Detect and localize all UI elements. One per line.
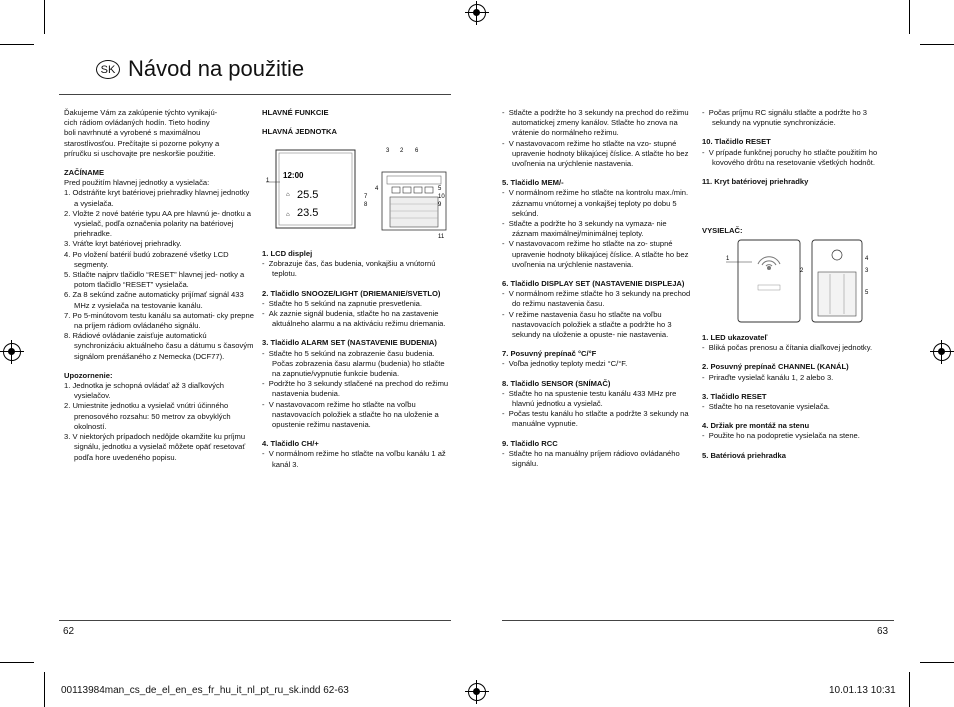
registration-mark-icon — [933, 343, 951, 361]
section-heading: 3. Tlačidlo ALARM SET (NASTAVENIE BUDENIA) — [262, 338, 437, 348]
intro-line: boli navrhnuté a vyrobené s maximálnou — [64, 128, 201, 138]
callout-4: 4 — [375, 186, 379, 192]
callout-7: 7 — [364, 194, 368, 200]
intro-line: starostlivosťou. Prečítajte si pozorne pokyny a — [64, 138, 220, 148]
numbered-item: 2. Vložte 2 nové batérie typu AA pre hlavnú je- dnotku a vysielač, podľa označenia polarity na batériovej priehradke. — [64, 208, 252, 239]
language-badge: SK — [96, 60, 120, 79]
bullet-item: - Voľba jednotky teploty medzi °C/°F. — [502, 359, 628, 369]
crop-mark — [0, 662, 34, 663]
tx-callout-2: 2 — [800, 268, 804, 274]
bullet-item: - V nastavovacom režime ho stlačte na vzo- stupné upravenie hodnoty blikajúcej číslice. A stlačte ho bez uvoľnenia na urýchlenie nastavenia. — [502, 138, 689, 169]
column-intro — [64, 108, 254, 463]
crop-mark — [0, 44, 34, 45]
bullet-item: - Stlačte ho na manuálny príjem rádiovo ovládaného signálu. — [502, 448, 680, 469]
section-heading: 5. Batériová priehradka — [702, 450, 786, 460]
footer-filename: 00113984man_cs_de_el_en_es_fr_hu_it_nl_pt_ru_sk.indd 62-63 — [61, 685, 349, 696]
lcd-temp1: 25.5 — [297, 189, 319, 201]
bullet-item: - Počas príjmu RC signálu stlačte a podržte ho 3 sekundy na vypnutie synchronizácie. — [702, 108, 868, 128]
column-transmitter — [702, 108, 892, 196]
crop-mark — [920, 662, 954, 663]
tx-callout-5: 5 — [865, 290, 869, 296]
transmitter-diagram — [720, 238, 890, 326]
section-heading: 1. LED ukazovateľ — [702, 333, 768, 342]
numbered-item: 6. Za 8 sekúnd začne automaticky prijímať signál 433 MHz z vysielača na testovanie kanálu. — [64, 290, 244, 310]
bullet-item: - Bliká počas prenosu a čítania diaľkovej jednotky. — [702, 343, 873, 353]
main-unit-diagram — [262, 144, 452, 244]
footer-rule-right — [502, 620, 894, 621]
page-number-right: 63 — [877, 626, 889, 637]
numbered-item: 4. Po vložení batérií budú zobrazené všetky LCD segmenty. — [64, 249, 229, 269]
intro-line: cich rádiom ovládaných hodín. Tieto hodiny — [64, 118, 210, 128]
page-number-left: 62 — [63, 626, 75, 637]
bullet-item: - Stlačte a podržte ho 3 sekundy na prechod do režimu automatickej zmeny kanálov. Stlačte ho znova na vrátenie do normálneho režimu. — [502, 108, 689, 138]
callout-9: 9 — [438, 202, 442, 208]
section-heading: 10. Tlačidlo RESET — [702, 137, 771, 147]
section-heading: 4. Držiak pre montáž na stenu — [702, 421, 810, 431]
numbered-item: 7. Po 5-minútovom testu kanálu sa automati- cky prepne na príjem rádiom ovládaného signálu. — [64, 310, 254, 331]
section-heading: 1. LCD displej — [262, 249, 313, 258]
tx-callout-3: 3 — [865, 268, 869, 274]
callout-1: 1 — [266, 178, 270, 184]
footer-date: 10.01.13 10:31 — [829, 685, 896, 696]
callout-5: 5 — [438, 186, 442, 192]
heading-main-functions: HLAVNÉ FUNKCIE — [262, 108, 329, 117]
bullet-item: - V normálnom režime stlačte ho 3 sekundy na prechod do režimu nastavenia času. — [502, 289, 691, 309]
section-heading: 4. Tlačidlo CH/+ — [262, 439, 319, 449]
bullet-item: - V normálnom režime ho stlačte na voľbu kanálu 1 až kanál 3. — [262, 449, 446, 469]
numbered-item: 5. Stlačte najprv tlačidlo “RESET” hlavnej jed- notky a potom tlačidlo “RESET” vysielača. — [64, 270, 245, 290]
numbered-item: 8. Rádiové ovládanie zaisťuje automatickú synchronizáciu aktuálneho času a dátumu s časovým signálom prenášaného z Nemecka (DCF77). — [64, 331, 254, 361]
heading-transmitter: VYSIELAČ: — [702, 226, 743, 235]
page-title — [96, 56, 304, 82]
lcd-time: 12:00 — [283, 171, 304, 180]
crop-mark — [909, 0, 910, 34]
crop-mark — [920, 44, 954, 45]
callout-10: 10 — [438, 194, 445, 200]
section-heading: 11. Kryt batériovej priehradky — [702, 177, 809, 187]
crop-mark — [44, 0, 45, 34]
numbered-item: 1. Jednotka je schopná ovládať až 3 diaľkových vysielačov. — [64, 381, 224, 401]
tx-callout-4: 4 — [865, 256, 869, 262]
bullet-item: - V normálnom režime ho stlačte na kontrolu max./min. záznamu vnútornej a vonkajšej teploty po dobu 5 sekúnd. — [502, 188, 689, 218]
section-heading: 9. Tlačidlo RCC — [502, 438, 558, 448]
callout-6: 6 — [415, 148, 419, 154]
header-rule — [59, 94, 451, 95]
bullet-item: - V nastavovacom režime ho stlačte na voľbu nastavovacích položiek a stlačte ho na uloženie a opustenie režimu nastavenia. — [262, 399, 439, 430]
section-heading: 2. Posuvný prepínač CHANNEL (KANÁL) — [702, 362, 849, 372]
section-heading: 6. Tlačidlo DISPLAY SET (NASTAVENIE DISPLEJA) — [502, 279, 685, 289]
crop-mark — [44, 672, 45, 707]
bullet-item: - Zobrazuje čas, čas budenia, vonkajšiu a vnútornú teplotu. — [262, 259, 436, 279]
tx-callout-1: 1 — [726, 256, 730, 262]
callout-11: 11 — [438, 234, 445, 240]
bullet-item: - Stlačte ho na spustenie testu kanálu 433 MHz pre hlavnú jednotku a vysielač. — [502, 388, 677, 409]
section-heading: 8. Tlačidlo SENSOR (SNÍMAČ) — [502, 378, 611, 388]
bullet-item: - Ak zaznie signál budenia, stlačte ho na zastavenie aktuálneho alarmu a na aktiváciu režimu driemania. — [262, 309, 446, 329]
registration-mark-icon — [3, 343, 21, 361]
intro-line: Ďakujeme Vám za zakúpenie týchto vynikajú- — [64, 108, 218, 117]
section-heading: 5. Tlačidlo MEM/- — [502, 178, 564, 188]
numbered-item: 2. Umiestnite jednotku a vysielač vnútri účinného prenosového rozsahu: 50 metrov za obvyklých okolností. — [64, 401, 231, 431]
bullet-item: - Priraďte vysielač kanálu 1, 2 alebo 3. — [702, 372, 834, 382]
bullet-item: - Stlačte ho na resetovanie vysielača. — [702, 402, 830, 412]
callout-2: 2 — [400, 148, 404, 154]
callout-8: 8 — [364, 202, 368, 208]
bullet-item: - V režime nastavenia času ho stlačte na voľbu nastavovacích položiek a stlačte a podržte ho 3 sekundy na uloženie a opuste- nie nastavenia. — [502, 309, 672, 340]
section-heading: 2. Tlačidlo SNOOZE/LIGHT (DRIEMANIE/SVETLO) — [262, 288, 441, 298]
crop-mark — [909, 672, 910, 707]
section-heading: 3. Tlačidlo RESET — [702, 391, 767, 401]
column-buttons — [502, 108, 694, 478]
heading-main-unit: HLAVNÁ JEDNOTKA — [262, 127, 337, 137]
thermometer-icon: ⌂ — [286, 212, 290, 218]
lcd-temp2: 23.5 — [297, 207, 319, 219]
page-title-text: Návod na použitie — [128, 56, 305, 81]
bullet-item: - V prípade funkčnej poruchy ho stlačte použitím ho kovového drôtu na resetovanie všetkých hodnôt. — [702, 147, 878, 167]
numbered-item: 3. V niektorých prípadoch nedôjde okamžite ku príjmu signálu, jednotku a vysielač môžete opäť resetovať podľa hore uvedeného popisu. — [64, 432, 246, 462]
column-main-unit-items — [262, 249, 452, 479]
intro-line: príručku si uschovajte pre neskoršie použitie. — [64, 148, 216, 158]
house-icon: ⌂ — [286, 192, 290, 198]
section-heading: 7. Posuvný prepínač °C/°F — [502, 349, 597, 359]
heading-notice: Upozornenie: — [64, 370, 113, 380]
bullet-item: - Stlačte ho 5 sekúnd na zapnutie presvetlenia. — [262, 298, 422, 308]
bullet-item: - Stlačte a podržte ho 3 sekundy na vymaza- nie záznam maximálnej/minimálnej teploty. — [502, 219, 667, 239]
bullet-item: - Stlačte ho 5 sekúnd na zobrazenie času budenia. Počas zobrazenia času alarmu (budenia) ho stlačte na zapnutie/vypnutie funkcie budenia. — [262, 348, 445, 379]
numbered-item: 3. Vráťte kryt batériovej priehradky. — [64, 239, 182, 249]
footer-rule-left — [59, 620, 451, 621]
bullet-item: - Podržte ho 3 sekundy stlačené na prechod do režimu nastavenia budenia. — [262, 379, 449, 399]
bullet-item: - Počas testu kanálu ho stlačte a podržte 3 sekundy na manuálne vypnutie. — [502, 409, 689, 429]
bullet-item: - V nastavovacom režime ho stlačte na zo- stupné upravenie hodnoty blikajúcej číslice. A stlačte ho bez uvoľnenia na urýchlenie nastavenia. — [502, 239, 689, 269]
heading-getting-started: ZAČÍNAME — [64, 168, 105, 178]
callout-3: 3 — [386, 148, 390, 154]
registration-mark-icon — [468, 683, 486, 701]
bullet-item: - Použite ho na podopretie vysielača na stene. — [702, 431, 860, 441]
column-transmitter-items — [702, 333, 892, 470]
intro-text: Pred použitím hlavnej jednotky a vysielača: — [64, 178, 210, 188]
numbered-item: 1. Odstráňte kryt batériovej priehradky hlavnej jednotky a vysielača. — [64, 188, 250, 208]
column-main-unit — [262, 108, 447, 137]
registration-mark-icon — [468, 4, 486, 22]
